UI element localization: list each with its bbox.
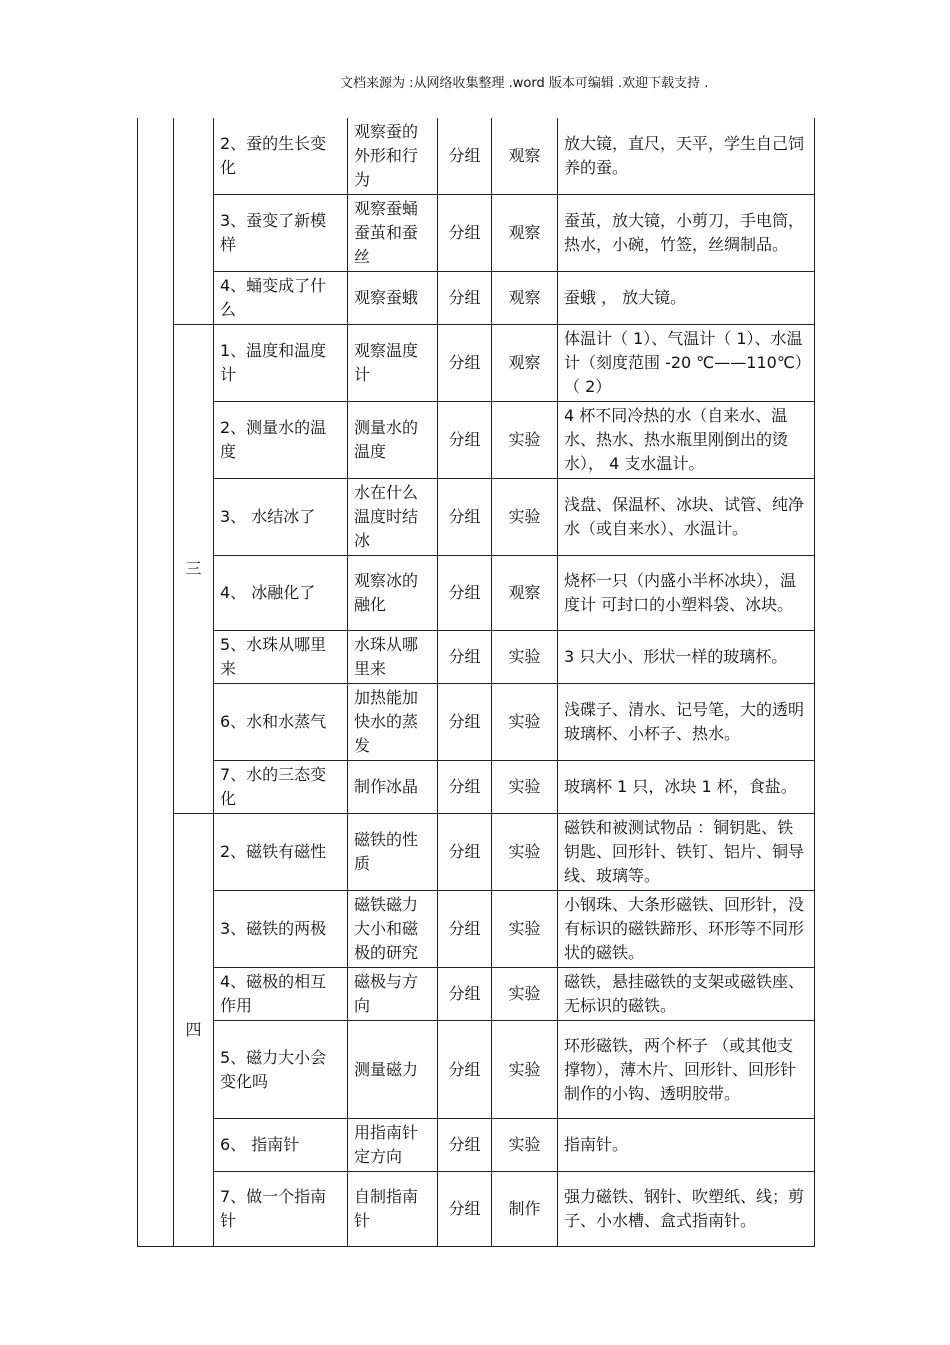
organization-cell: 分组 <box>438 684 492 761</box>
content-cell: 观察蚕的外形和行为 <box>348 118 438 195</box>
content-cell: 观察温度计 <box>348 325 438 402</box>
organization-cell: 分组 <box>438 814 492 891</box>
lesson-cell: 3、 水结冰了 <box>214 479 348 556</box>
table-row <box>138 1172 815 1247</box>
lesson-cell: 2、蚕的生长变化 <box>214 118 348 195</box>
content-cell: 测量水的温度 <box>348 402 438 479</box>
organization-cell: 分组 <box>438 556 492 631</box>
lesson-cell: 5、水珠从哪里来 <box>214 631 348 684</box>
content-cell: 磁铁磁力大小和磁极的研究 <box>348 891 438 968</box>
materials-cell: 玻璃杯 1 只，冰块 1 杯，食盐。 <box>558 761 815 814</box>
materials-cell: 放大镜，直尺，天平，学生自己饲养的蚕。 <box>558 118 815 195</box>
organization-cell: 分组 <box>438 761 492 814</box>
lesson-cell: 1、温度和温度计 <box>214 325 348 402</box>
content-cell: 磁极与方向 <box>348 968 438 1021</box>
table-row <box>138 684 815 761</box>
materials-cell: 磁铁，悬挂磁铁的支架或磁铁座、无标识的磁铁。 <box>558 968 815 1021</box>
table-row <box>138 814 815 891</box>
lead-column <box>138 118 174 1247</box>
type-cell: 观察 <box>492 272 558 325</box>
materials-cell: 小钢珠、大条形磁铁、回形针，没有标识的磁铁蹄形、环形等不同形状的磁铁。 <box>558 891 815 968</box>
organization-cell: 分组 <box>438 195 492 272</box>
type-cell: 观察 <box>492 556 558 631</box>
lesson-cell: 3、磁铁的两极 <box>214 891 348 968</box>
content-cell: 磁铁的性质 <box>348 814 438 891</box>
materials-cell: 浅碟子、清水、记号笔，大的透明玻璃杯、小杯子、热水。 <box>558 684 815 761</box>
lesson-cell: 7、水的三态变化 <box>214 761 348 814</box>
lesson-cell: 6、 指南针 <box>214 1119 348 1172</box>
table-row <box>138 761 815 814</box>
type-cell: 制作 <box>492 1172 558 1247</box>
content-cell: 观察冰的融化 <box>348 556 438 631</box>
unit-cell: 四 <box>174 814 214 1247</box>
type-cell: 实验 <box>492 631 558 684</box>
organization-cell: 分组 <box>438 1172 492 1247</box>
lesson-cell: 5、磁力大小会变化吗 <box>214 1021 348 1119</box>
page-header: 文档来源为 :从网络收集整理 .word 版本可编辑 .欢迎下载支持 . <box>340 76 709 91</box>
table-row <box>138 1021 815 1119</box>
table-row <box>138 195 815 272</box>
organization-cell: 分组 <box>438 968 492 1021</box>
type-cell: 实验 <box>492 479 558 556</box>
table-row <box>138 118 815 195</box>
unit-cell <box>174 118 214 325</box>
materials-cell: 3 只大小、形状一样的玻璃杯。 <box>558 631 815 684</box>
content-cell: 测量磁力 <box>348 1021 438 1119</box>
materials-cell: 4 杯不同冷热的水（自来水、温水、热水、热水瓶里刚倒出的烫水）， 4 支水温计。 <box>558 402 815 479</box>
materials-cell: 浅盘、保温杯、冰块、试管、纯净水（或自来水）、水温计。 <box>558 479 815 556</box>
type-cell: 实验 <box>492 891 558 968</box>
lesson-cell: 4、蛹变成了什么 <box>214 272 348 325</box>
organization-cell: 分组 <box>438 631 492 684</box>
type-cell: 实验 <box>492 968 558 1021</box>
table-row <box>138 325 815 402</box>
materials-cell: 指南针。 <box>558 1119 815 1172</box>
table-row <box>138 556 815 631</box>
table-row <box>138 631 815 684</box>
type-cell: 观察 <box>492 118 558 195</box>
content-cell: 观察蚕蛹蚕茧和蚕丝 <box>348 195 438 272</box>
organization-cell: 分组 <box>438 272 492 325</box>
content-cell: 水在什么温度时结冰 <box>348 479 438 556</box>
type-cell: 实验 <box>492 402 558 479</box>
organization-cell: 分组 <box>438 402 492 479</box>
content-cell: 水珠从哪里来 <box>348 631 438 684</box>
organization-cell: 分组 <box>438 325 492 402</box>
type-cell: 实验 <box>492 1119 558 1172</box>
content-cell: 用指南针定方向 <box>348 1119 438 1172</box>
materials-cell: 体温计（ 1）、气温计（ 1）、水温计（刻度范围 -20 ℃——110℃）（ 2） <box>558 325 815 402</box>
content-cell: 制作冰晶 <box>348 761 438 814</box>
materials-cell: 烧杯一只（内盛小半杯冰块），温度计 可封口的小塑料袋、冰块。 <box>558 556 815 631</box>
materials-cell: 蚕茧，放大镜，小剪刀，手电筒， 热水，小碗，竹签，丝绸制品。 <box>558 195 815 272</box>
unit-cell: 三 <box>174 325 214 814</box>
lesson-cell: 7、做一个指南针 <box>214 1172 348 1247</box>
type-cell: 实验 <box>492 761 558 814</box>
table-row <box>138 891 815 968</box>
type-cell: 实验 <box>492 814 558 891</box>
content-cell: 观察蚕蛾 <box>348 272 438 325</box>
organization-cell: 分组 <box>438 479 492 556</box>
materials-cell: 蚕蛾 ， 放大镜。 <box>558 272 815 325</box>
type-cell: 实验 <box>492 1021 558 1119</box>
lesson-cell: 2、磁铁有磁性 <box>214 814 348 891</box>
table-row <box>138 1119 815 1172</box>
type-cell: 观察 <box>492 325 558 402</box>
materials-cell: 磁铁和被测试物品 ：铜钥匙、铁钥匙、回形针、铁钉、铝片、铜导线、玻璃等。 <box>558 814 815 891</box>
materials-cell: 强力磁铁、钢针、吹塑纸、线；剪子、小水槽、盒式指南针。 <box>558 1172 815 1247</box>
lesson-cell: 4、 冰融化了 <box>214 556 348 631</box>
type-cell: 观察 <box>492 195 558 272</box>
content-cell: 加热能加快水的蒸发 <box>348 684 438 761</box>
organization-cell: 分组 <box>438 1021 492 1119</box>
lesson-cell: 6、水和水蒸气 <box>214 684 348 761</box>
experiment-table <box>137 118 815 1247</box>
content-cell: 自制指南针 <box>348 1172 438 1247</box>
table-row <box>138 968 815 1021</box>
materials-cell: 环形磁铁，两个杯子 （或其他支撑物），薄木片、回形针、回形针制作的小钩、透明胶带。 <box>558 1021 815 1119</box>
organization-cell: 分组 <box>438 1119 492 1172</box>
type-cell: 实验 <box>492 684 558 761</box>
table-row <box>138 402 815 479</box>
organization-cell: 分组 <box>438 891 492 968</box>
lesson-cell: 2、测量水的温度 <box>214 402 348 479</box>
lesson-cell: 3、蚕变了新模样 <box>214 195 348 272</box>
lesson-cell: 4、磁极的相互作用 <box>214 968 348 1021</box>
table-row <box>138 479 815 556</box>
organization-cell: 分组 <box>438 118 492 195</box>
table-row <box>138 272 815 325</box>
